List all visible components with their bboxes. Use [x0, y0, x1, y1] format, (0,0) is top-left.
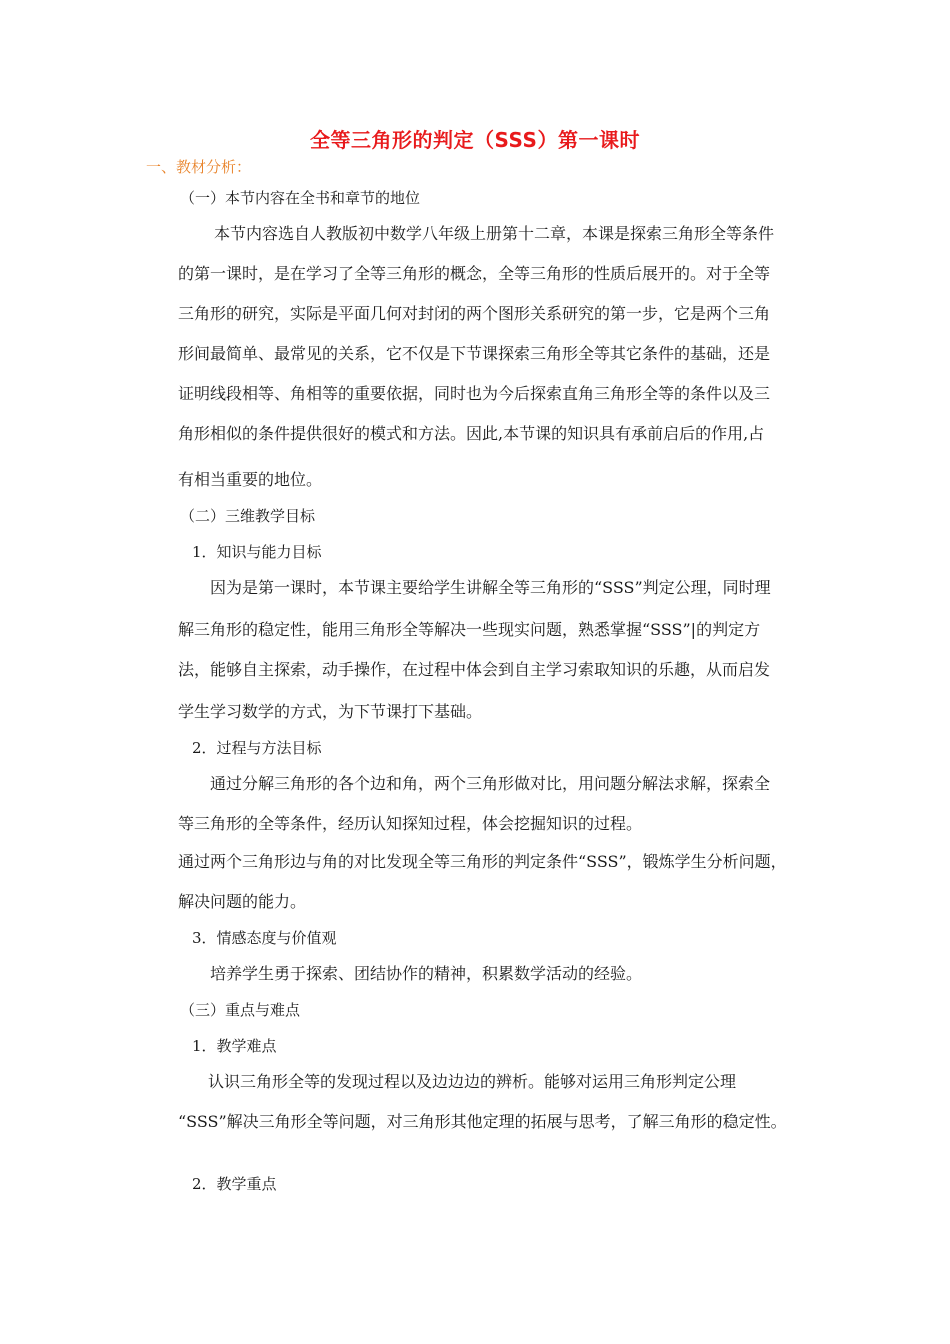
paragraph-line: 的第一课时，是在学习了全等三角形的概念，全等三角形的性质后展开的。对于全等	[178, 264, 771, 283]
paragraph-line: 角形相似的条件提供很好的模式和方法。因此,本节课的知识具有承前启后的作用,占	[178, 424, 765, 443]
paragraph-line: 通过分解三角形的各个边和角，两个三角形做对比，用问题分解法求解，探索全	[210, 774, 771, 793]
paragraph-line: 解三角形的稳定性，能用三角形全等解决一些现实问题，熟悉掌握“SSS”|的判定方	[178, 620, 761, 639]
point-heading: 2．教学重点	[192, 1175, 277, 1193]
goal-heading: 2．过程与方法目标	[192, 739, 322, 757]
document-title: 全等三角形的判定（SSS）第一课时	[310, 128, 640, 152]
goal-heading: 3．情感态度与价值观	[192, 929, 337, 947]
paragraph-line: 证明线段相等、角相等的重要依据，同时也为今后探索直角三角形全等的条件以及三	[178, 384, 771, 403]
paragraph-line: 通过两个三角形边与角的对比发现全等三角形的判定条件“SSS”，锻炼学生分析问题，	[178, 852, 787, 871]
paragraph-line: 有相当重要的地位。	[178, 470, 323, 489]
paragraph-line: “SSS”解决三角形全等问题，对三角形其他定理的拓展与思考，了解三角形的稳定性。	[178, 1112, 787, 1131]
goal-heading: 1．知识与能力目标	[192, 543, 322, 561]
paragraph-line: 学生学习数学的方式，为下节课打下基础。	[178, 702, 483, 721]
section-heading: 一、教材分析：	[146, 158, 252, 176]
paragraph-line: 因为是第一课时，本节课主要给学生讲解全等三角形的“SSS”判定公理，同时理	[210, 578, 771, 597]
paragraph-line: 等三角形的全等条件，经历认知探知过程，体会挖掘知识的过程。	[178, 814, 643, 833]
point-heading: 1．教学难点	[192, 1037, 277, 1055]
paragraph-line: 本节内容选自人教版初中数学八年级上册第十二章，本课是探索三角形全等条件	[214, 224, 775, 243]
paragraph-line: 法，能够自主探索，动手操作，在过程中体会到自主学习索取知识的乐趣，从而启发	[178, 660, 771, 679]
subsection-heading: （三）重点与难点	[180, 1001, 301, 1019]
subsection-heading: （一）本节内容在全书和章节的地位	[180, 189, 421, 207]
paragraph-line: 解决问题的能力。	[178, 892, 307, 911]
paragraph-line: 三角形的研究，实际是平面几何对封闭的两个图形关系研究的第一步，它是两个三角	[178, 304, 771, 323]
paragraph-line: 认识三角形全等的发现过程以及边边边的辨析。能够对运用三角形判定公理	[208, 1072, 737, 1091]
subsection-heading: （二）三维教学目标	[180, 507, 316, 525]
paragraph-line: 培养学生勇于探索、团结协作的精神，积累数学活动的经验。	[210, 964, 643, 983]
paragraph-line: 形间最简单、最常见的关系，它不仅是下节课探索三角形全等其它条件的基础，还是	[178, 344, 771, 363]
